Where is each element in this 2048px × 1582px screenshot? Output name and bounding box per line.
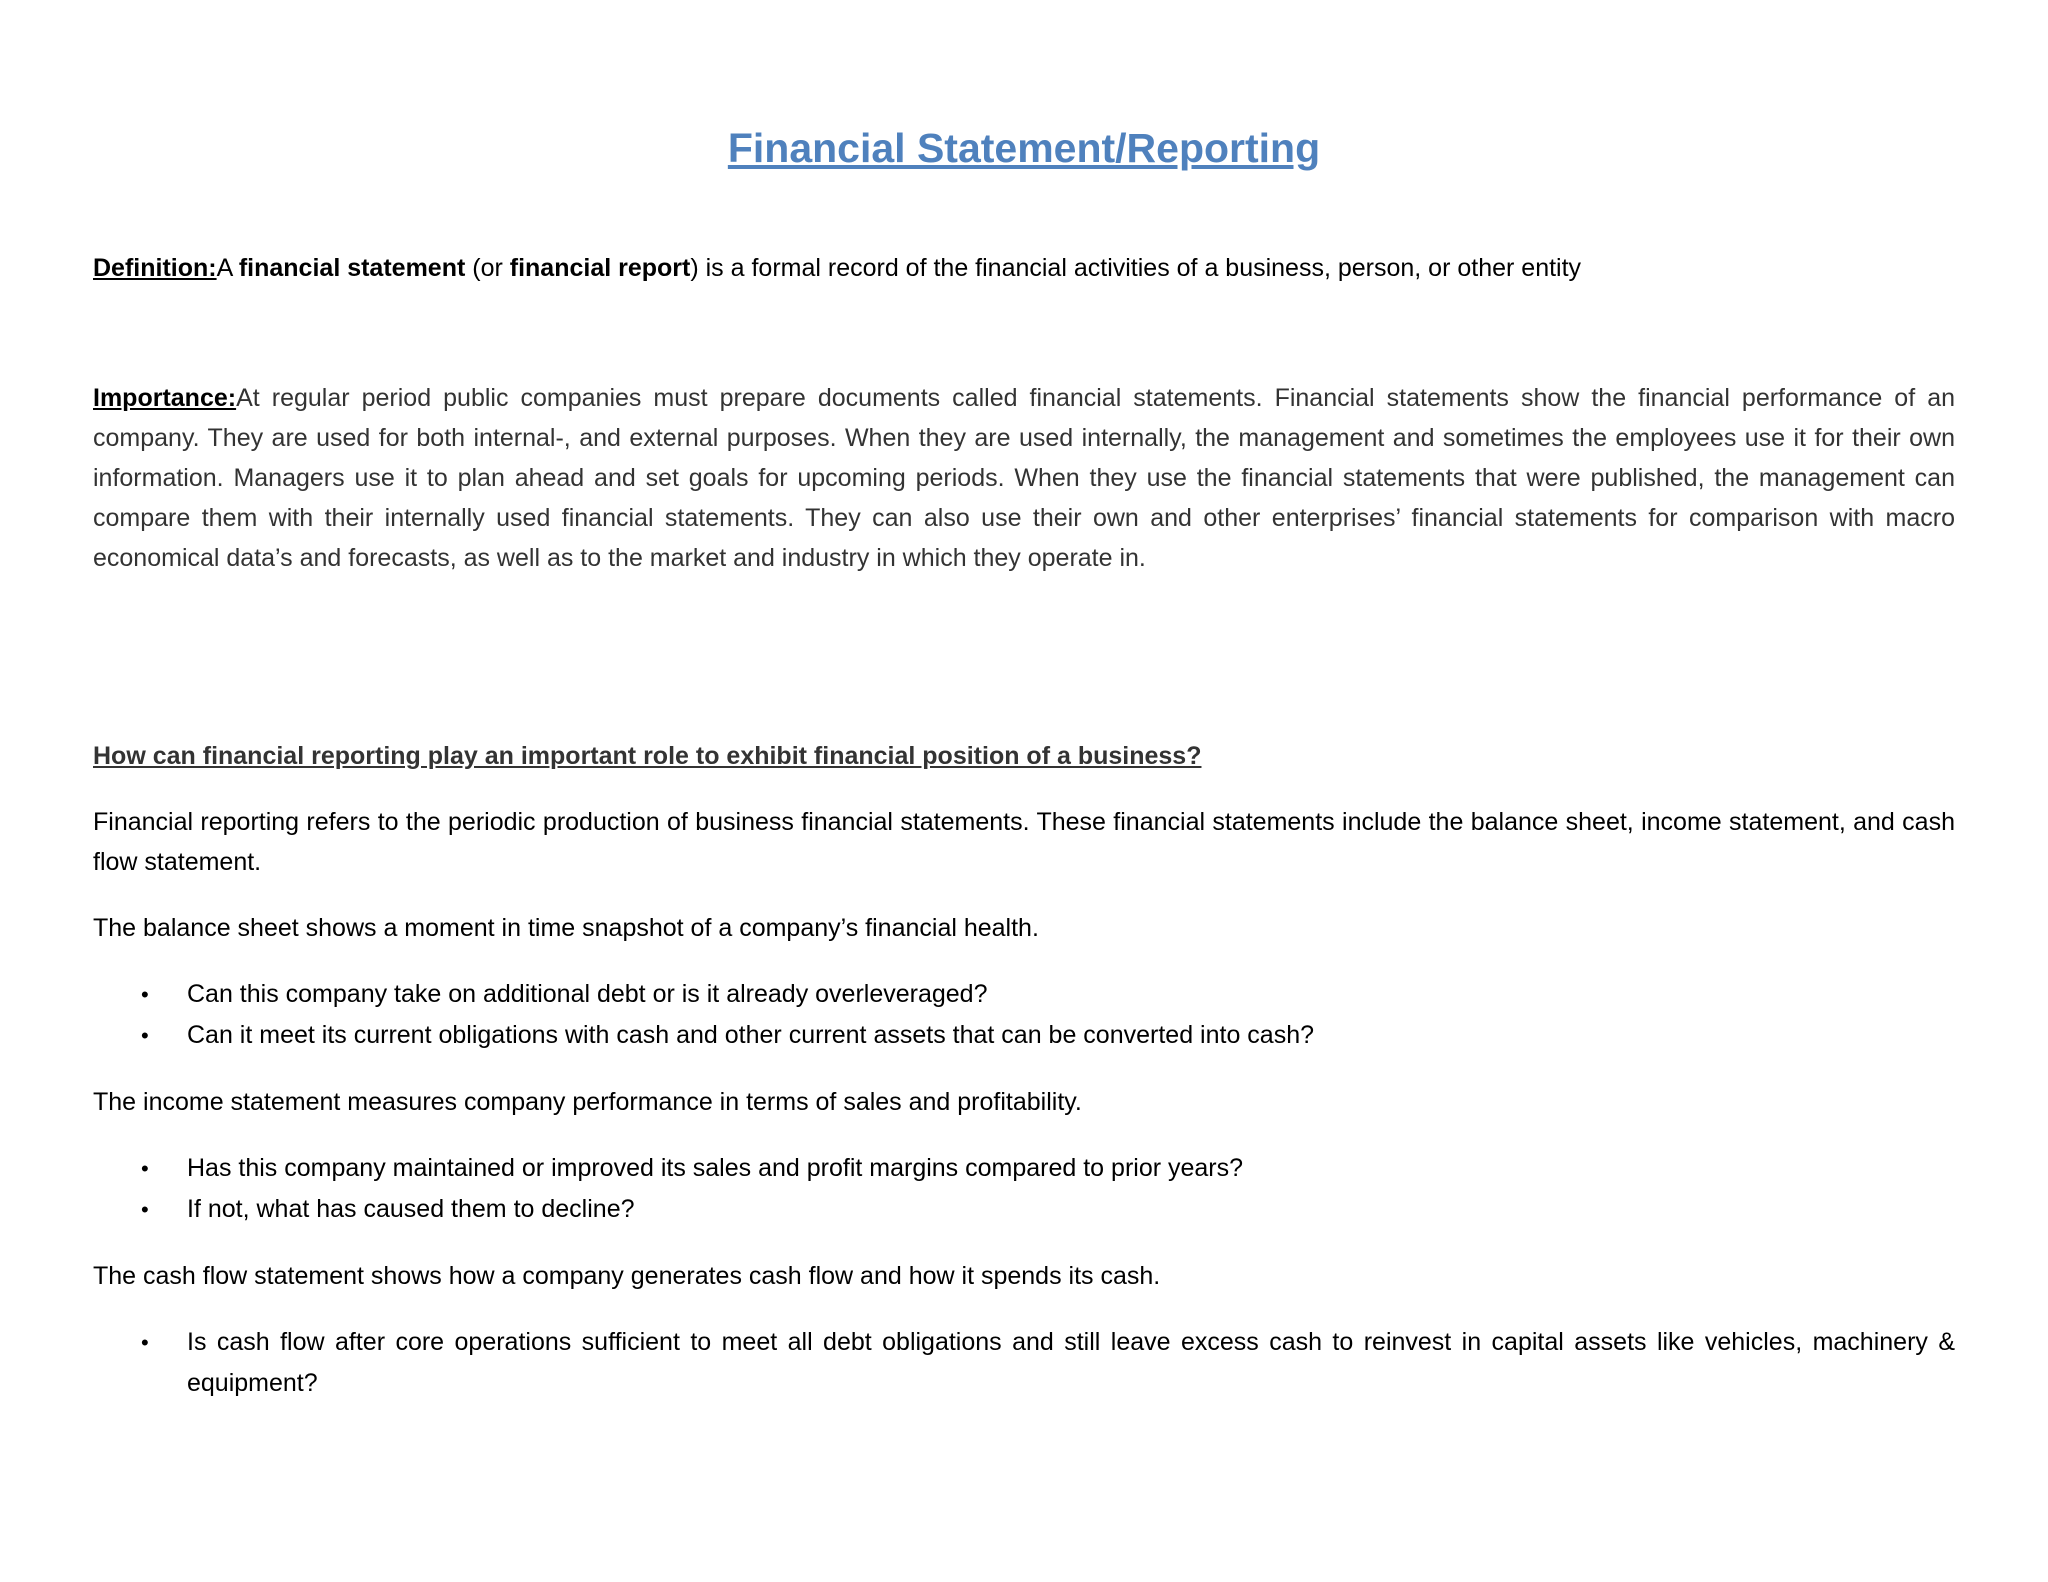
importance-label: Importance: [93,384,237,412]
page-title: Financial Statement/Reporting [727,125,1321,171]
bullet-text: Can this company take on additional debt or is it already overleveraged? [187,980,988,1008]
list-item [93,1015,1955,1056]
bullet-icon: • [141,1197,149,1222]
definition-term-financial-report: financial report [509,254,691,282]
definition-pre: A [216,254,239,282]
definition-term-financial-statement: financial statement [238,254,466,282]
bullet-text: Can it meet its current obligations with cash and other current assets that can be converted into cash? [187,1021,1315,1049]
importance-text: At regular period public companies must prepare documents called financial statements. Financial statements show the financial performance of an company. They are used for both internal-, and external purposes. When they are used internally, the management and sometimes the employees use it for their own information. Managers use it to plan ahead and set goals for upcoming periods. When they use the financial statements that were published, the management can compare them with their internally used financial statements. They can also use their own and other enterprises’ financial statements for comparison with macro economical data’s and forecasts, as well as to the market and industry in which they operate in. [93,384,1955,572]
bullet-icon: • [141,1156,149,1181]
definition-label: Definition: [93,254,217,282]
bullet-text: Has this company maintained or improved its sales and profit margins compared to prior years? [187,1154,1244,1182]
bullet-icon: • [141,1330,149,1355]
income-statement-bullet-list [93,1148,1955,1230]
balance-sheet-bullet-list [93,974,1955,1056]
cash-flow-bullet-list [93,1322,1955,1404]
definition-rest: ) is a formal record of the financial activities of a business, person, or other entity [690,254,1582,282]
reporting-intro-paragraph: Financial reporting refers to the periodic production of business financial statements. These financial statements include the balance sheet, income statement, and cash flow statement. [93,808,1955,876]
bullet-text: If not, what has caused them to decline? [187,1195,635,1223]
importance-paragraph [93,378,1955,578]
bullet-icon: • [141,1023,149,1048]
list-item [93,1189,1955,1230]
list-item [93,1148,1955,1189]
definition-paragraph [93,248,1955,288]
cash-flow-intro: The cash flow statement shows how a company generates cash flow and how it spends its cash. [93,1262,1161,1290]
bullet-icon: • [141,982,149,1007]
section-question-heading: How can financial reporting play an important role to exhibit financial position of a business? [93,742,1202,770]
list-item [93,1322,1955,1404]
bullet-text: Is cash flow after core operations sufficient to meet all debt obligations and still leave excess cash to reinvest in capital assets like vehicles, machinery & equipment? [187,1328,1955,1397]
income-statement-intro: The income statement measures company performance in terms of sales and profitability. [93,1088,1082,1116]
definition-mid: (or [465,254,510,282]
balance-sheet-intro: The balance sheet shows a moment in time snapshot of a company’s financial health. [93,914,1039,942]
list-item [93,974,1955,1015]
